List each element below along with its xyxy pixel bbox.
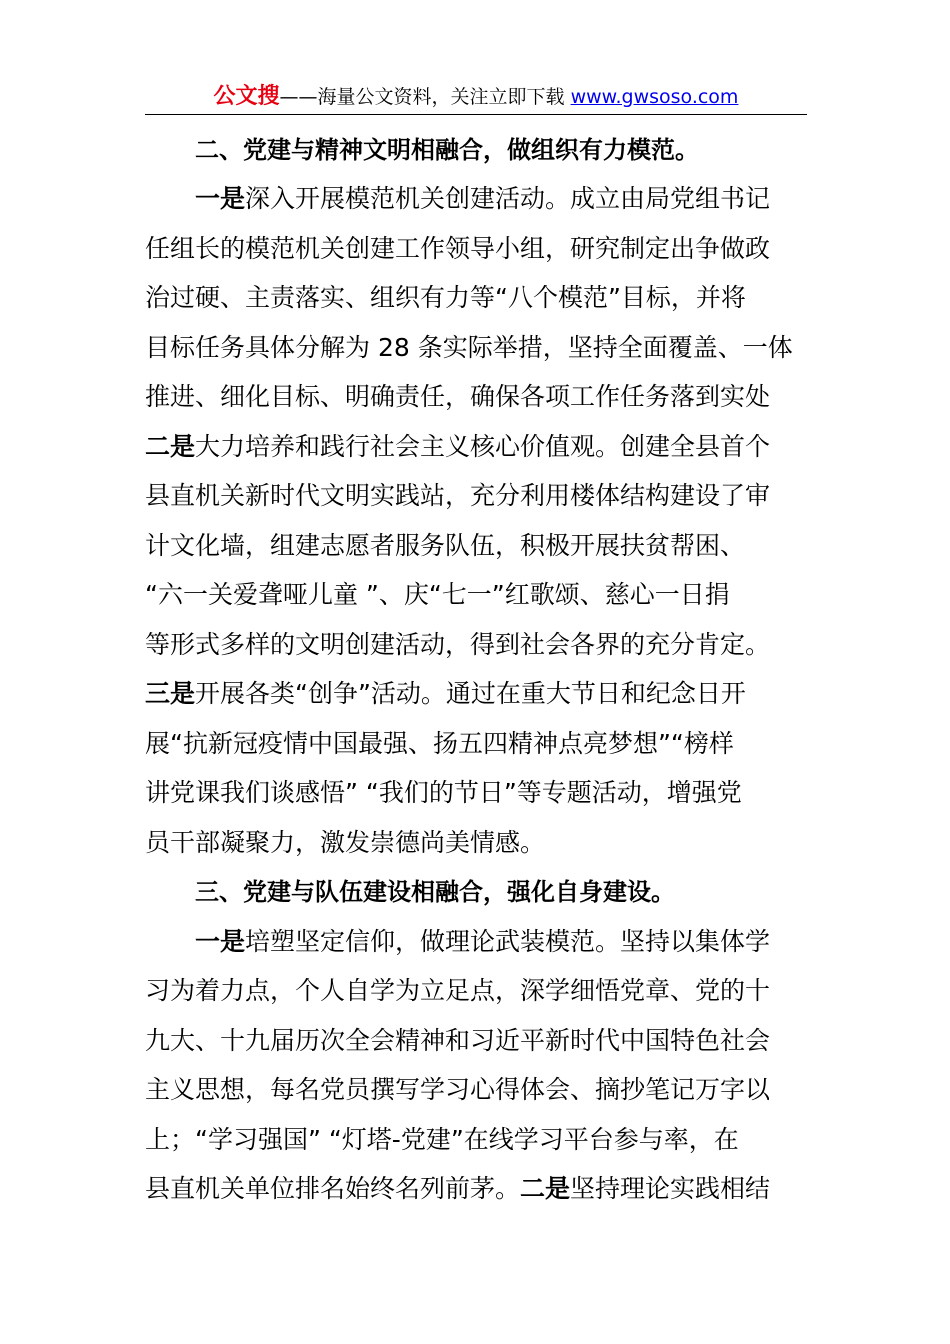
page-header bbox=[145, 84, 807, 114]
line-text: 坚持理论实践相结 bbox=[570, 1174, 771, 1203]
paragraph-line bbox=[145, 232, 807, 266]
paragraph-line bbox=[145, 1073, 807, 1107]
line-text: “六一关爱聋哑儿童 ”、庆“七一”红歌颂、慈心一日捐 bbox=[145, 580, 730, 609]
section-heading bbox=[145, 875, 807, 909]
paragraph-line bbox=[145, 1172, 807, 1206]
line-text: 治过硬、主责落实、组织有力等“八个模范”目标，并将 bbox=[145, 283, 746, 312]
website-link[interactable]: www.gwsoso.com bbox=[570, 86, 739, 108]
line-text: 大力培养和践行社会主义核心价值观。创建全县首个 bbox=[195, 432, 771, 461]
point-lead: 三是 bbox=[145, 679, 196, 708]
paragraph-line bbox=[145, 826, 807, 860]
line-text: 上；“学习强国” “灯塔-党建”在线学习平台参与率，在 bbox=[145, 1125, 739, 1154]
brand-name: 公文搜 bbox=[213, 84, 280, 109]
line-text: 讲党课我们谈感悟” “我们的节日”等专题活动，增强党 bbox=[145, 778, 742, 807]
line-text: 二、党建与精神文明相融合，做组织有力模范。 bbox=[195, 136, 699, 164]
header-divider bbox=[145, 114, 807, 115]
point-lead: 二是 bbox=[520, 1174, 571, 1203]
line-text: 员干部凝聚力，激发崇德尚美情感。 bbox=[145, 828, 546, 857]
paragraph-line bbox=[145, 578, 807, 612]
paragraph-line bbox=[145, 479, 807, 513]
paragraph-line bbox=[145, 974, 807, 1008]
line-text: 目标任务具体分解为 28 条实际举措，坚持全面覆盖、一体 bbox=[145, 333, 793, 362]
line-text: 计文化墙，组建志愿者服务队伍，积极开展扶贫帮困、 bbox=[145, 531, 746, 560]
line-text: 三、党建与队伍建设相融合，强化自身建设。 bbox=[195, 878, 675, 906]
paragraph-line bbox=[145, 430, 807, 464]
paragraph-line bbox=[145, 1024, 807, 1058]
line-text: 任组长的模范机关创建工作领导小组，研究制定出争做政 bbox=[145, 234, 771, 263]
line-text: 展“抗新冠疫情中国最强、扬五四精神点亮梦想”“榜样 bbox=[145, 729, 734, 758]
point-lead: 一是 bbox=[195, 927, 246, 956]
paragraph-line bbox=[145, 331, 807, 365]
paragraph-line bbox=[145, 529, 807, 563]
point-lead: 一是 bbox=[195, 184, 246, 213]
point-lead: 二是 bbox=[145, 432, 196, 461]
line-text: 推进、细化目标、明确责任，确保各项工作任务落到实处 bbox=[145, 382, 771, 411]
paragraph-line bbox=[145, 727, 807, 761]
line-text: 九大、十九届历次全会精神和习近平新时代中国特色社会 bbox=[145, 1026, 771, 1055]
paragraph-line bbox=[145, 925, 807, 959]
paragraph-line bbox=[145, 628, 807, 662]
paragraph-line bbox=[145, 776, 807, 810]
paragraph-line bbox=[145, 380, 807, 414]
line-text: 县直机关新时代文明实践站，充分利用楼体结构建设了审 bbox=[145, 481, 771, 510]
header-tagline: ——海量公文资料，关注立即下载 bbox=[279, 86, 571, 108]
paragraph-line bbox=[145, 281, 807, 315]
paragraph-line bbox=[145, 182, 807, 216]
line-text: 开展各类“创争”活动。通过在重大节日和纪念日开 bbox=[195, 679, 746, 708]
line-text: 主义思想，每名党员撰写学习心得体会、摘抄笔记万字以 bbox=[145, 1075, 771, 1104]
line-text: 习为着力点，个人自学为立足点，深学细悟党章、党的十 bbox=[145, 976, 771, 1005]
line-text: 县直机关单位排名始终名列前茅。 bbox=[145, 1174, 521, 1203]
line-text: 培塑坚定信仰，做理论武装模范。坚持以集体学 bbox=[245, 927, 771, 956]
paragraph-line bbox=[145, 677, 807, 711]
section-heading bbox=[145, 133, 807, 167]
line-text: 深入开展模范机关创建活动。成立由局党组书记 bbox=[245, 184, 771, 213]
paragraph-line bbox=[145, 1123, 807, 1157]
line-text: 等形式多样的文明创建活动，得到社会各界的充分肯定。 bbox=[145, 630, 771, 659]
